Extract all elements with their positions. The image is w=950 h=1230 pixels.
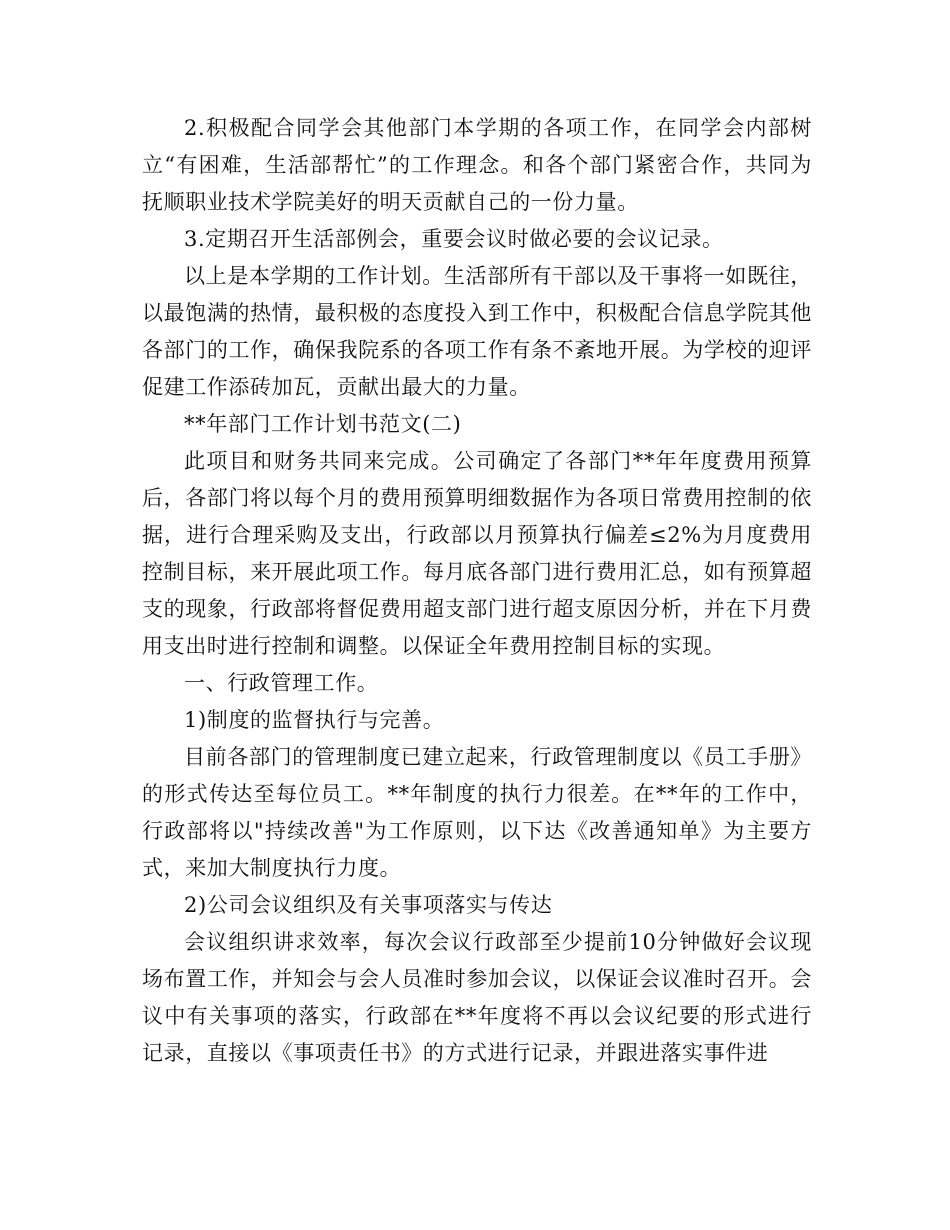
paragraph-item-3: 3.定期召开生活部例会，重要会议时做必要的会议记录。 <box>184 227 724 251</box>
subsection-heading-admin: 一、行政管理工作。 <box>184 671 379 695</box>
section-heading: **年部门工作计划书范文(二) <box>184 412 462 436</box>
document-body <box>142 110 812 1072</box>
list-heading-2: 2)公司会议组织及有关事项落实与传达 <box>184 893 553 917</box>
paragraph-meetings: 会议组织讲求效率，每次会议行政部至少提前10分钟做好会议现场布置工作，并知会与会人员准时参加会议，以保证会议准时召开。会议中有关事项的落实，行政部在**年度将不再以会议纪要的形式进行记录，直接以《事项责任书》的方式进行记录，并跟进落实事件进 <box>142 930 812 1065</box>
list-heading-1: 1)制度的监督执行与完善。 <box>184 708 445 732</box>
paragraph-summary: 以上是本学期的工作计划。生活部所有干部以及干事将一如既往，以最饱满的热情，最积极的态度投入到工作中，积极配合信息学院其他各部门的工作，确保我院系的各项工作有条不紊地开展。为学校的迎评促建工作添砖加瓦，贡献出最大的力量。 <box>142 264 812 399</box>
paragraph-rules: 目前各部门的管理制度已建立起来，行政管理制度以《员工手册》的形式传达至每位员工。**年制度的执行力很差。在**年的工作中，行政部将以"持续改善"为工作原则，以下达《改善通知单》为主要方式，来加大制度执行力度。 <box>142 745 812 880</box>
paragraph-budget: 此项目和财务共同来完成。公司确定了各部门**年年度费用预算后，各部门将以每个月的费用预算明细数据作为各项日常费用控制的依据，进行合理采购及支出，行政部以月预算执行偏差≤2%为月度费用控制目标，来开展此项工作。每月底各部门进行费用汇总，如有预算超支的现象，行政部将督促费用超支部门进行超支原因分析，并在下月费用支出时进行控制和调整。以保证全年费用控制目标的实现。 <box>142 449 812 658</box>
paragraph-item-2: 2.积极配合同学会其他部门本学期的各项工作，在同学会内部树立“有困难，生活部帮忙”的工作理念。和各个部门紧密合作，共同为抚顺职业技术学院美好的明天贡献自己的一份力量。 <box>142 116 812 214</box>
